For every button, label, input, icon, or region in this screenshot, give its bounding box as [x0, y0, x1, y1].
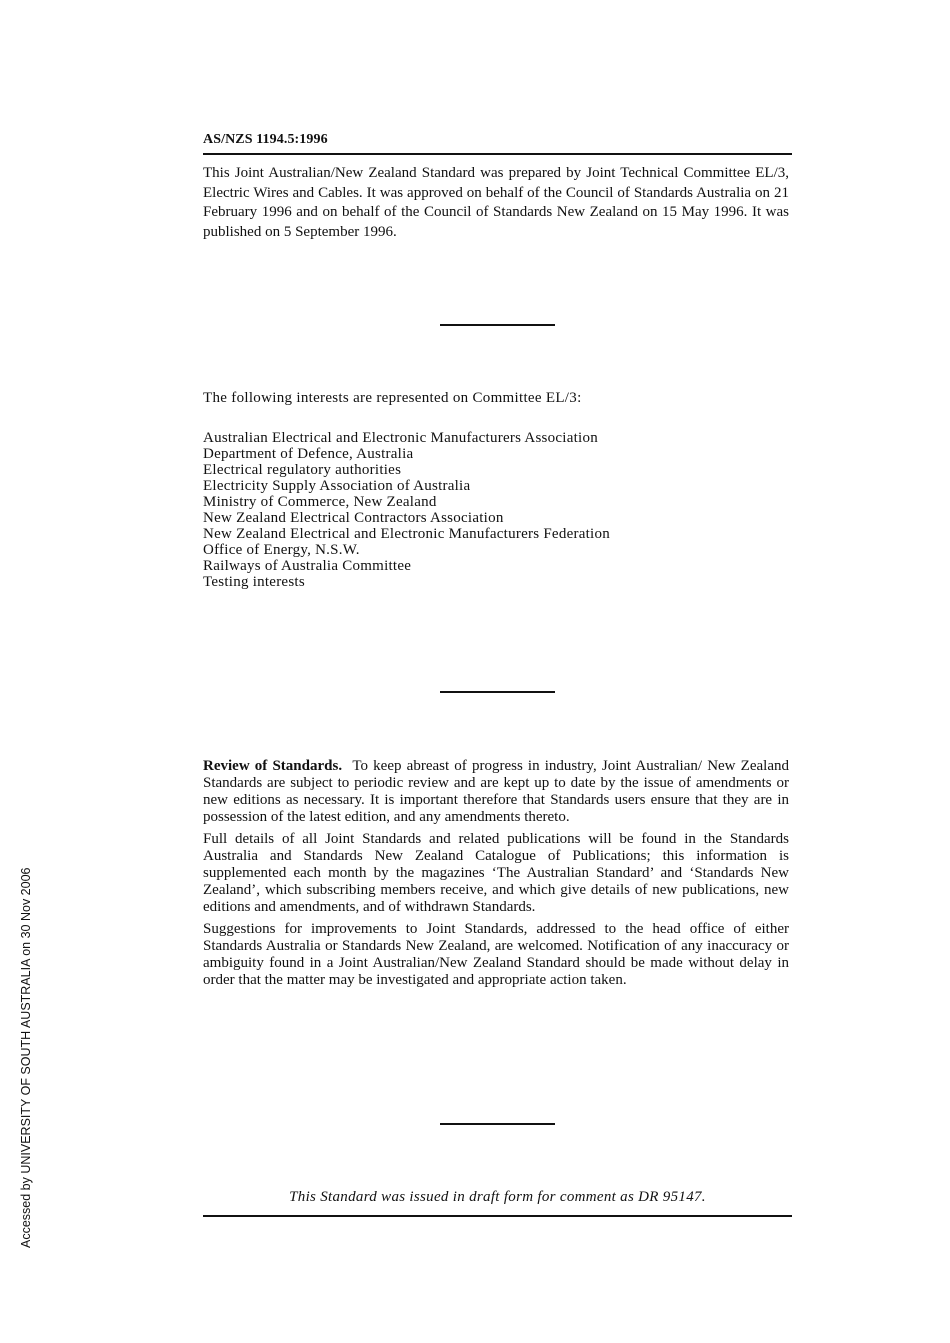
list-item: New Zealand Electrical Contractors Association	[203, 510, 504, 526]
review-section	[203, 758, 789, 994]
list-item: New Zealand Electrical and Electronic Manufacturers Federation	[203, 526, 610, 542]
header-rule	[203, 153, 792, 155]
section-divider	[440, 1123, 555, 1125]
standard-code: AS/NZS 1194.5:1996	[203, 132, 328, 147]
list-item: Ministry of Commerce, New Zealand	[203, 494, 437, 510]
footer-rule	[203, 1215, 792, 1217]
access-stamp: Accessed by UNIVERSITY OF SOUTH AUSTRALIA on 30 Nov 2006	[19, 867, 33, 1248]
list-item: Office of Energy, N.S.W.	[203, 542, 360, 558]
list-item: Railways of Australia Committee	[203, 558, 412, 574]
list-item: Electrical regulatory authorities	[203, 462, 402, 478]
list-item: Australian Electrical and Electronic Manufacturers Association	[203, 430, 598, 446]
list-item: Testing interests	[203, 574, 305, 590]
review-paragraph: Suggestions for improvements to Joint Standards, addressed to the head office of either Standards Australia or Standards New Zealand, are welcomed. Notification of any inaccuracy or ambiguity found in a Joint Australian/New Zealand Standard should be made without delay in order that the matter may be investigated and appropriate action taken.	[203, 921, 789, 988]
list-item: Electricity Supply Association of Australia	[203, 478, 471, 494]
review-paragraph	[203, 758, 789, 826]
intro-paragraph: This Joint Australian/New Zealand Standard was prepared by Joint Technical Committee EL/3, Electric Wires and Cables. It was approved on behalf of the Council of Standards Australia on 21 February 1996 and on behalf of the Council of Standards New Zealand on 15 May 1996. It was published on 5 September 1996.	[203, 165, 789, 240]
section-divider	[440, 324, 555, 326]
review-title: Review of Standards.	[203, 758, 343, 774]
interests-list	[203, 430, 610, 590]
review-paragraph: Full details of all Joint Standards and related publications will be found in the Standards Australia and Standards New Zealand Catalogue of Publications; this information is supplemented each month by the magazines ‘The Australian Standard’ and ‘Standards New Zealand’, which subscribing members receive, and which give details of new publications, new editions and amendments, and of withdrawn Standards.	[203, 831, 789, 915]
section-divider	[440, 691, 555, 693]
review-paragraph-text: To keep abreast of progress in industry, Joint Australian/ New Zealand Standards are subject to periodic review and are kept up to date by the issue of amendments or new editions as necessary. It is important therefore that Standards users ensure that they are in possession of the latest edition, and any amendments thereto.	[203, 758, 789, 825]
draft-note: This Standard was issued in draft form for comment as DR 95147.	[289, 1189, 706, 1205]
interests-heading: The following interests are represented on Committee EL/3:	[203, 390, 582, 406]
list-item: Department of Defence, Australia	[203, 446, 414, 462]
